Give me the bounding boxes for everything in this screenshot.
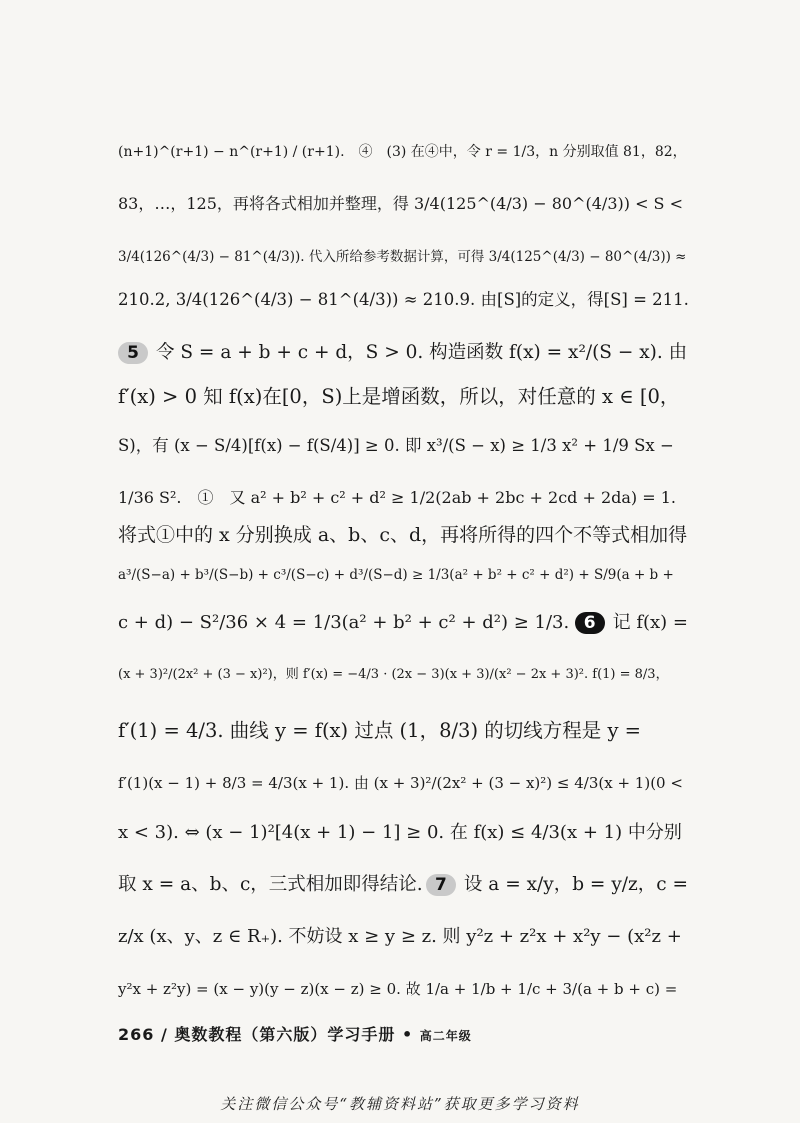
text-line-14: f′(1) = 4/3. 曲线 y = f(x) 过点 (1，8/3) 的切线方程是 y = bbox=[118, 719, 642, 742]
text-line-11: c + d) − S²/36 × 4 = 1/3(a² + b² + c² + d²) ≥ 1/3. bbox=[118, 612, 570, 633]
text-line-10: a³/(S−a) + b³/(S−b) + c³/(S−c) + d³/(S−d) ≥ 1/3(a² + b² + c² + d²) + S/9(a + b + bbox=[118, 567, 674, 583]
text-line-6: f′(x) > 0 知 f(x)在[0，S)上是增函数，所以，对任意的 x ∈ [0， bbox=[118, 385, 680, 408]
text-line-12: 记 f(x) = bbox=[612, 612, 688, 633]
text-line-5: 令 S = a + b + c + d，S > 0. 构造函数 f(x) = x²/(S − x). 由 bbox=[156, 342, 688, 363]
text-line-3: 3/4(126^(4/3) − 81^(4/3)). 代入所给参考数据计算，可得 3/4(125^(4/3) − 80^(4/3)) ≈ bbox=[118, 249, 687, 265]
watermark-text: 关注微信公众号“教辅资料站”获取更多学习资料 bbox=[220, 1095, 580, 1113]
page-footer bbox=[118, 1022, 472, 1045]
text-line-9: 将式①中的 x 分别换成 a、b、c、d，再将所得的四个不等式相加得 bbox=[118, 524, 688, 546]
footer-page-title: 266 / 奥数教程（第六版）学习手册 • bbox=[118, 1025, 414, 1044]
problem-7-line bbox=[118, 872, 688, 898]
text-line-2: 83，…，125，再将各式相加并整理，得 3/4(125^(4/3) − 80^(4/3)) < S < bbox=[118, 194, 684, 213]
problem-number-badge: 7 bbox=[426, 874, 456, 896]
text-line-17: 取 x = a、b、c，三式相加即得结论. bbox=[118, 874, 423, 895]
problem-number-badge: 5 bbox=[118, 342, 148, 364]
problem-number-badge: 6 bbox=[575, 612, 605, 634]
text-line-15: f′(1)(x − 1) + 8/3 = 4/3(x + 1). 由 (x + 3)²/(2x² + (3 − x)²) ≤ 4/3(x + 1)(0 < bbox=[118, 774, 683, 792]
text-line-1: (n+1)^(r+1) − n^(r+1) / (r+1). ④ (3) 在④中，令 r = 1/3，n 分别取值 81，82， bbox=[118, 144, 687, 160]
text-line-7: S)，有 (x − S/4)[f(x) − f(S/4)] ≥ 0. 即 x³/(S − x) ≥ 1/3 x² + 1/9 Sx − bbox=[118, 436, 674, 455]
text-line-4: 210.2, 3/4(126^(4/3) − 81^(4/3)) ≈ 210.9. 由[S]的定义，得[S] = 211. bbox=[118, 290, 689, 309]
text-line-20: y²x + z²y) = (x − y)(y − z)(x − z) ≥ 0. 故 1/a + 1/b + 1/c + 3/(a + b + c) = bbox=[118, 980, 678, 998]
text-line-19: z/x (x、y、z ∈ R₊). 不妨设 x ≥ y ≥ z. 则 y²z + z²x + x²y − (x²z + bbox=[118, 926, 682, 947]
problem-6-line bbox=[118, 610, 688, 636]
footer-grade: 高二年级 bbox=[419, 1029, 472, 1043]
text-line-8: 1/36 S². ① 又 a² + b² + c² + d² ≥ 1/2(2ab + 2bc + 2cd + 2da) = 1. bbox=[118, 488, 677, 507]
text-line-13: (x + 3)²/(2x² + (3 − x)²)，则 f′(x) = −4/3 · (2x − 3)(x + 3)/(x² − 2x + 3)². f(1) = 8/3， bbox=[118, 667, 669, 682]
text-line-16: x < 3). ⇔ (x − 1)²[4(x + 1) − 1] ≥ 0. 在 f(x) ≤ 4/3(x + 1) 中分别 bbox=[118, 822, 682, 843]
text-line-18: 设 a = x/y，b = y/z，c = bbox=[463, 874, 688, 895]
problem-5-line bbox=[118, 340, 688, 366]
